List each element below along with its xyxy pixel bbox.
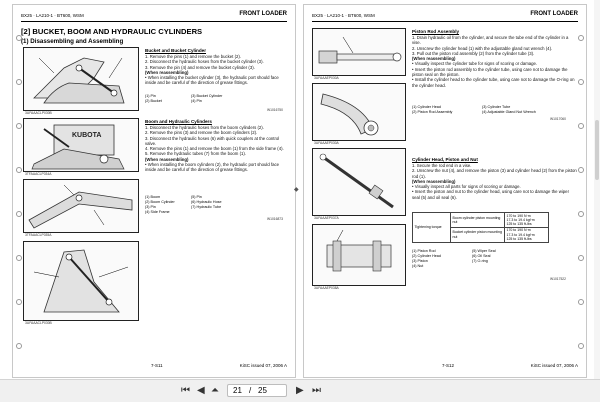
figure-code: 3UFAAACLP030B bbox=[25, 111, 52, 115]
last-page-icon[interactable]: ⏭ bbox=[312, 385, 321, 396]
boom-legend bbox=[145, 195, 237, 215]
figure-code: 3UFAAAEP038A bbox=[314, 286, 339, 290]
page-up-icon[interactable]: ⏶ bbox=[211, 385, 219, 396]
header-section: FRONT LOADER bbox=[530, 11, 578, 17]
head-piston-legend bbox=[412, 249, 518, 269]
piston-rod-figure bbox=[312, 28, 406, 76]
header-section: FRONT LOADER bbox=[239, 11, 287, 17]
vertical-scrollbar[interactable] bbox=[594, 0, 600, 380]
legend-item bbox=[191, 210, 237, 215]
legend-item bbox=[472, 264, 518, 269]
header-model: BX25 · LA210-1 · BT600, WSM bbox=[21, 13, 84, 18]
spread-divider-icon: ◆ bbox=[294, 187, 299, 193]
legend-item: (5) Wiper Seal bbox=[472, 249, 496, 253]
page-number-field[interactable] bbox=[227, 384, 287, 397]
rod-figure bbox=[312, 148, 406, 216]
legend-item: (2) Bucket bbox=[145, 99, 162, 103]
torque-table bbox=[412, 212, 549, 243]
note: • When installing the boom cylinders (2), the hydraulic port should face inside and be careful of the direction of grease fittings. bbox=[145, 162, 280, 173]
legend-item: (1) Pin bbox=[145, 94, 156, 98]
legend-item: (4) Nut bbox=[412, 264, 424, 268]
prev-page-icon[interactable]: ◀ bbox=[197, 385, 205, 396]
page-number: 7-S11 bbox=[151, 363, 163, 368]
note: • Install the cylinder head to the cylinder tube, using care not to damage the O-ring on the cylinder head. bbox=[412, 77, 575, 88]
torque-item: Bucket cylinder piston mounting nut bbox=[451, 227, 505, 242]
total-pages: 25 bbox=[258, 386, 267, 395]
seal-figure bbox=[312, 224, 406, 286]
legend-item: (7) Hydraulic Tube bbox=[191, 205, 222, 209]
current-page[interactable]: 21 bbox=[233, 386, 242, 395]
when-reassembling: (When reassembling) bbox=[145, 156, 189, 162]
legend-item: (6) Hydraulic Hose bbox=[191, 200, 222, 204]
when-reassembling: (When reassembling) bbox=[412, 56, 456, 62]
legend-item: (2) Boom Cylinder bbox=[145, 200, 175, 204]
step: 3. Pull out the piston rod assembly (2) from the cylinder tube (3). bbox=[412, 50, 535, 56]
issue-info: KiSC issued 07, 2006 A bbox=[530, 363, 578, 368]
seal-illustration bbox=[313, 225, 405, 285]
figure-code: 3UFAAAEP037A bbox=[314, 216, 339, 220]
figure-code: 3UFAAAEP030A bbox=[314, 141, 339, 145]
rod-illustration bbox=[313, 149, 405, 215]
legend-item: (6) Oil Seal bbox=[472, 254, 491, 258]
legend-item: (3) Piston bbox=[412, 259, 428, 263]
torque-kgf: 17.3 to 19.4 kgf·m bbox=[506, 232, 535, 237]
step: 2. Unscrew the nut (4), and remove the piston (3) and cylinder head (2) from the piston rod (1). bbox=[412, 168, 577, 179]
boom-figure bbox=[23, 118, 139, 172]
piston-rod-legend bbox=[412, 105, 578, 115]
figure-code: 3UFAAAEP030A bbox=[314, 76, 339, 80]
step: 1. Remove the pins (1) and remove the bucket (2). bbox=[145, 54, 242, 59]
boom-detail-illustration bbox=[24, 180, 138, 232]
torque-nm: 170 to 190 N·m bbox=[506, 213, 531, 218]
page-header bbox=[312, 11, 578, 22]
legend-item: (4) Pin bbox=[191, 99, 202, 103]
torque-value bbox=[505, 227, 549, 242]
legend-item: (3) Cylinder Tube bbox=[482, 105, 511, 109]
torque-kgf: 17.3 to 19.4 kgf·m bbox=[506, 217, 535, 222]
issue-info: KiSC issued 07, 2006 A bbox=[239, 363, 287, 368]
gland-nut-illustration bbox=[313, 84, 405, 140]
section-title: [2] BUCKET, BOOM AND HYDRAULIC CYLINDERS bbox=[21, 27, 203, 36]
next-page-icon[interactable]: ▶ bbox=[296, 385, 304, 396]
page-footer bbox=[312, 363, 578, 371]
note: • When installing the bucket cylinder (3), the hydraulic port should face inside and be careful of the direction of grease fittings. bbox=[145, 75, 279, 86]
bucket-figure bbox=[23, 47, 139, 111]
step: 2. Disconnect the hydraulic hoses from the bucket cylinder (3). bbox=[145, 59, 264, 65]
binder-holes bbox=[578, 35, 583, 387]
torque-ftlbs: 125 to 135 ft-lbs bbox=[506, 222, 532, 226]
head-piston-heading: Cylinder Head, Piston and Nut bbox=[412, 157, 478, 162]
step: 4. Remove the pins (1) and remove the boom (1) from the side frame (4). bbox=[145, 146, 284, 152]
torque-value bbox=[505, 213, 549, 228]
page-separator: / bbox=[249, 386, 252, 395]
gland-nut-figure bbox=[312, 83, 406, 141]
manual-page-left bbox=[12, 4, 296, 378]
doc-code: W1016750 bbox=[267, 108, 283, 112]
binder-holes bbox=[16, 35, 21, 387]
figure-code: 3TFAAACLP034A bbox=[25, 172, 52, 176]
note: • Visually inspect all parts for signs of scoring or damage. bbox=[412, 184, 521, 190]
manual-page-right bbox=[303, 4, 587, 378]
step: 1. Drain hydraulic oil from the cylinder, and secure the tube end of the cylinder in a vise. bbox=[412, 35, 569, 46]
doc-code: W1017060 bbox=[550, 117, 566, 121]
step: 2. Unscrew the cylinder head (1) with the adjustable gland nut wrench (4). bbox=[412, 45, 553, 51]
when-reassembling: (When reassembling) bbox=[145, 69, 189, 75]
when-reassembling: (When reassembling) bbox=[412, 178, 456, 184]
legend-item: (1) Boom bbox=[145, 195, 161, 199]
figure-code: 3TFAAACLP035A bbox=[25, 233, 52, 237]
legend-item: (7) O-ring bbox=[472, 259, 488, 263]
scrollbar-thumb[interactable] bbox=[595, 120, 599, 180]
note: • Insert the piston rod assembly to the cylinder tube, using care not to damage the piston seal on the piston. bbox=[412, 66, 568, 78]
doc-code: W1017522 bbox=[550, 277, 566, 281]
legend-item: (4) Side Frame bbox=[145, 210, 170, 214]
first-page-icon[interactable]: ⏮ bbox=[181, 385, 190, 396]
legend-item: (4) Adjustable Gland Nut Wrench bbox=[482, 110, 536, 114]
bucket-steps bbox=[145, 54, 287, 86]
step: 1. Secure the rod end in a vise. bbox=[412, 163, 472, 168]
bucket-heading: Bucket and Bucket Cylinder bbox=[145, 48, 207, 53]
header-model: BX25 · LA210-1 · BT600, WSM bbox=[312, 13, 375, 18]
step: 3. Remove the pin (4) and remove the bucket cylinder (3). bbox=[145, 64, 255, 70]
doc-code: W1016873 bbox=[267, 217, 283, 221]
brand-logo: KUBOTA bbox=[72, 132, 102, 139]
step: 1. Disconnect the hydraulic hoses from the boom cylinders (2). bbox=[145, 125, 264, 130]
boom-illustration bbox=[24, 119, 138, 171]
legend-item: (2) Cylinder Head bbox=[412, 254, 441, 258]
piston-rod-steps bbox=[412, 35, 578, 88]
side-frame-figure bbox=[23, 241, 139, 321]
piston-rod-heading: Piston Rod Assembly bbox=[412, 29, 460, 34]
note: • Visually inspect the cylinder tube for signs of scoring or damage. bbox=[412, 61, 538, 67]
figure-code: 3UFAAACLP030B bbox=[25, 321, 52, 325]
boom-detail-figure bbox=[23, 179, 139, 233]
step: 3. Disconnect the hydraulic hoses (6) with quick couplers at the control valve. bbox=[145, 135, 280, 146]
torque-item: Boom cylinder piston mounting nut bbox=[451, 213, 505, 228]
legend-item: (5) Pin bbox=[191, 195, 202, 199]
note: • Insert the piston and nut to the cylinder head, using care not to damage the wiper seal (5) and oil seal (6). bbox=[412, 189, 570, 200]
legend-item: (1) Piston Rod bbox=[412, 249, 436, 253]
page-number: 7-S12 bbox=[442, 363, 455, 368]
bucket-legend bbox=[145, 94, 237, 104]
legend-item: (3) Bucket Cylinder bbox=[191, 94, 223, 98]
boom-steps bbox=[145, 125, 287, 173]
step: 2. Remove the pins (3) and remove the boom cylinders (2). bbox=[145, 130, 258, 136]
bucket-illustration bbox=[24, 48, 138, 110]
legend-item: (3) Pin bbox=[145, 205, 156, 209]
step: 5. Remove the hydraulic tubes (7) from the boom (1). bbox=[145, 151, 247, 157]
legend-item: (2) Piston Rod Assembly bbox=[412, 110, 453, 114]
legend-item: (1) Cylinder Head bbox=[412, 105, 441, 109]
subsection-title: (1) Disassembling and Assembling bbox=[21, 38, 124, 45]
page-header bbox=[21, 11, 287, 22]
piston-rod-illustration bbox=[313, 29, 405, 75]
head-piston-steps bbox=[412, 163, 578, 200]
boom-heading: Boom and Hydraulic Cylinders bbox=[145, 119, 212, 124]
viewer-toolbar bbox=[0, 379, 600, 402]
page-footer bbox=[21, 363, 287, 371]
torque-nm: 170 to 190 N·m bbox=[506, 228, 531, 233]
side-frame-illustration bbox=[24, 242, 138, 320]
torque-label: Tightening torque bbox=[413, 213, 451, 243]
torque-ftlbs: 125 to 135 ft-lbs bbox=[506, 236, 532, 241]
